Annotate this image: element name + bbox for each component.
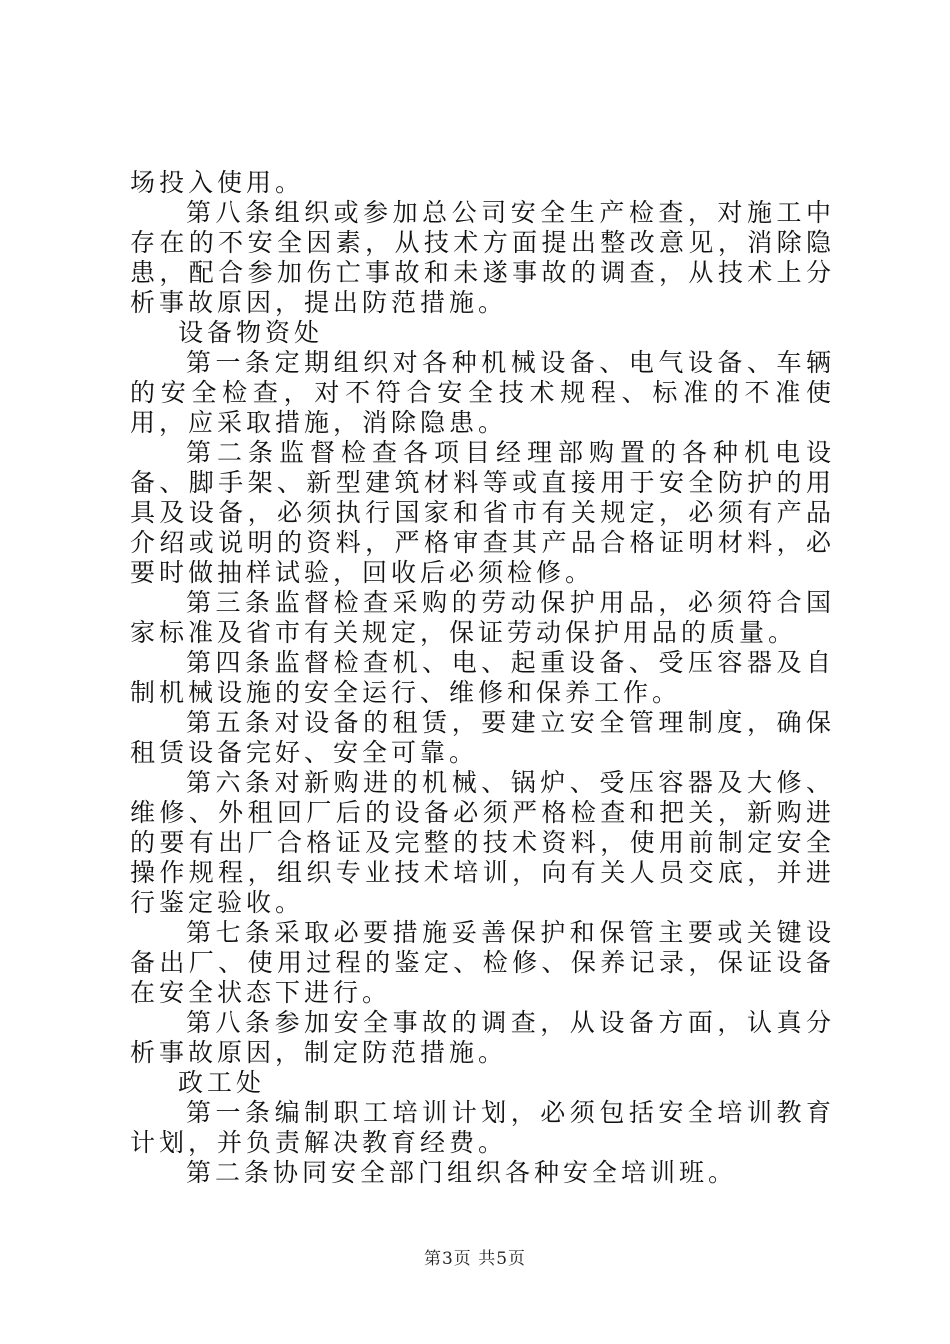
paragraph: 第一条编制职工培训计划，必须包括安全培训教育计划，并负责解决教育经费。 (130, 1098, 835, 1157)
page-footer (0, 1244, 950, 1269)
paragraph: 第八条组织或参加总公司安全生产检查，对施工中存在的不安全因素，从技术方面提出整改意见，消除隐患，配合参加伤亡事故和未遂事故的调查，从技术上分析事故原因，提出防范措施。 (130, 198, 835, 317)
section-heading: 政工处 (178, 1068, 266, 1097)
paragraph: 场投入使用。 (130, 168, 305, 197)
paragraph: 第五条对设备的租赁，要建立安全管理制度，确保租赁设备完好、安全可靠。 (130, 708, 835, 767)
paragraph: 第八条参加安全事故的调查，从设备方面，认真分析事故原因，制定防范措施。 (130, 1008, 835, 1067)
document-body (130, 168, 835, 1188)
paragraph: 第三条监督检查采购的劳动保护用品，必须符合国家标准及省市有关规定，保证劳动保护用品的质量。 (130, 588, 835, 647)
page-number: 第3页 共5页 (423, 1249, 527, 1269)
paragraph: 第一条定期组织对各种机械设备、电气设备、车辆的安全检查，对不符合安全技术规程、标准的不准使用，应采取措施，消除隐患。 (130, 348, 835, 437)
paragraph: 第四条监督检查机、电、起重设备、受压容器及自制机械设施的安全运行、维修和保养工作。 (130, 648, 835, 707)
paragraph: 第六条对新购进的机械、锅炉、受压容器及大修、维修、外租回厂后的设备必须严格检查和把关，新购进的要有出厂合格证及完整的技术资料，使用前制定安全操作规程，组织专业技术培训，向有关人员交底，并进行鉴定验收。 (130, 768, 835, 917)
paragraph: 第二条监督检查各项目经理部购置的各种机电设备、脚手架、新型建筑材料等或直接用于安全防护的用具及设备，必须执行国家和省市有关规定，必须有产品介绍或说明的资料，严格审查其产品合格证明材料，必要时做抽样试验，回收后必须检修。 (130, 438, 835, 587)
paragraph: 第二条协同安全部门组织各种安全培训班。 (186, 1158, 738, 1187)
section-heading: 设备物资处 (178, 318, 324, 347)
paragraph: 第七条采取必要措施妥善保护和保管主要或关键设备出厂、使用过程的鉴定、检修、保养记录，保证设备在安全状态下进行。 (130, 918, 835, 1007)
